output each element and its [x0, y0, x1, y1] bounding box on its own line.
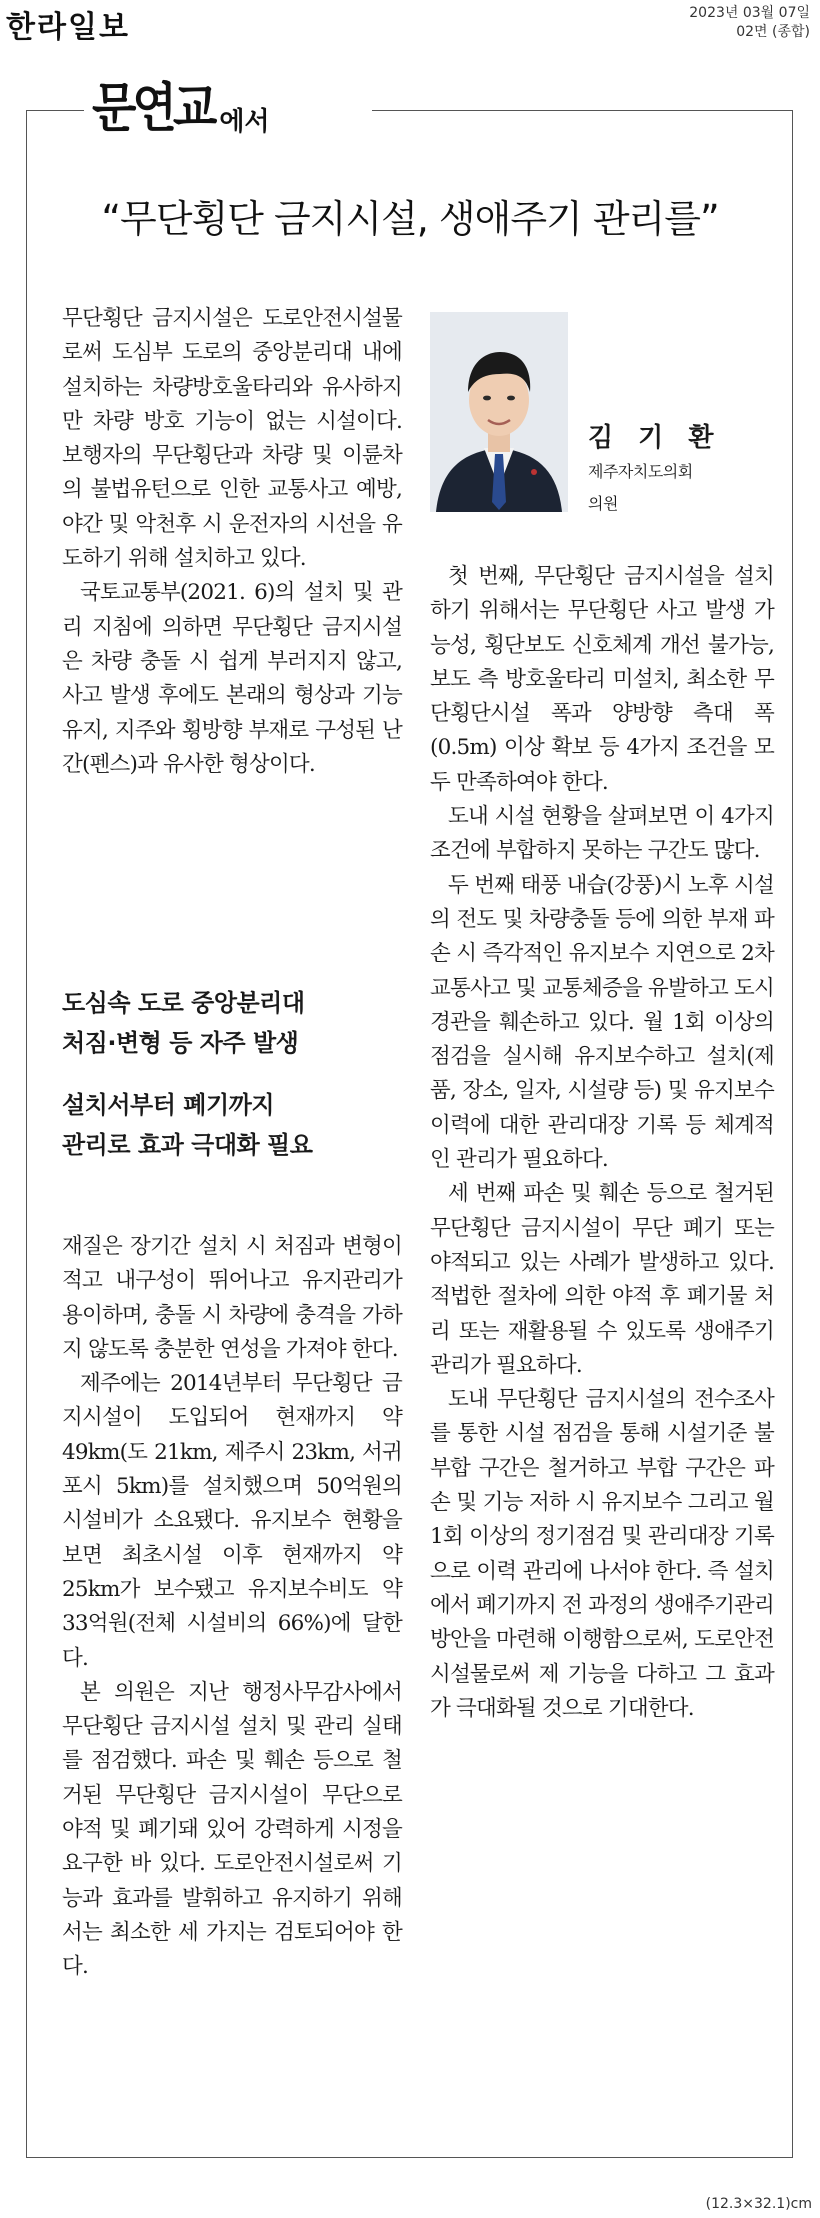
- author-byline: [588, 420, 721, 520]
- paragraph: 도내 무단횡단 금지시설의 전수조사를 통한 시설 점검을 통해 시설기준 불부합 구간은 철거하고 부합 구간은 파손 및 기능 저하 시 유지보수 그리고 월 1회 이상의 정기점검 및 관리대장 기록으로 이력 관리에 나서야 한다. 즉 설치에서 폐기까지 전 과정의 생애주기관리 방안을 마련해 이행함으로써, 도로안전시설물로써 제 기능을 다하고 그 효과가 극대화될 것으로 기대한다.: [430, 1387, 774, 1721]
- issue-page: 02면 (종합): [736, 24, 810, 40]
- paragraph: 제주에는 2014년부터 무단횡단 금지시설이 도입되어 현재까지 약 49km(도 21km, 제주시 23km, 서귀포시 5km)를 설치했으며 50억원의 시설비가 소요됐다. 유지보수 현황을 보면 최초시설 이후 현재까지 약 25km가 보수됐고 유지보수비도 약 33억원(전체 시설비의 66%)에 달한다.: [62, 1371, 402, 1671]
- body-right: [430, 560, 774, 1726]
- author-name: 김 기 환: [588, 423, 722, 453]
- issue-date: 2023년 03월 07일: [689, 5, 810, 21]
- subheading: 설치서부터 폐기까지: [62, 1091, 275, 1119]
- frame-top-left: [26, 110, 84, 111]
- issue-meta: [689, 4, 810, 42]
- author-portrait-image: [430, 312, 568, 512]
- paragraph: 첫 번째, 무단횡단 금지시설을 설치하기 위해서는 무단횡단 사고 발생 가능성, 횡단보도 신호체계 개선 불가능, 보도 측 방호울타리 미설치, 최소한 무단횡단시설 폭과 양방향 측대 폭(0.5m) 이상 확보 등 4가지 조건을 모두 만족하여야 한다.: [430, 564, 774, 795]
- paragraph: 무단횡단 금지시설은 도로안전시설물로써 도심부 도로의 중앙분리대 내에 설치하는 차량방호울타리와 유사하지만 차량 방호 기능이 없는 시설이다. 보행자의 무단횡단과 차량 및 이륜차의 불법유턴으로 인한 교통사고 예방, 야간 및 악천후 시 운전자의 시선을 유도하기 위해 설치하고 있다.: [62, 306, 402, 572]
- subheading: 처짐·변형 등 자주 발생: [62, 1029, 299, 1057]
- author-photo: [430, 312, 568, 512]
- paragraph: 본 의원은 지난 행정사무감사에서 무단횡단 금지시설 설치 및 관리 실태를 점검했다. 파손 및 훼손 등으로 철거된 무단횡단 금지시설이 무단으로 야적 및 폐기돼 있어 강력하게 시정을 요구한 바 있다. 도로안전시설로써 기능과 효과를 발휘하고 유지하기 위해서는 최소한 세 가지는 검토되어야 한다.: [62, 1679, 402, 1980]
- frame-top-right: [372, 110, 793, 111]
- body-left-bottom: [62, 1230, 402, 1985]
- author-title-line1: 제주자치도의회: [588, 462, 693, 481]
- column-logo: [92, 72, 270, 142]
- column-label-main: 문연교: [92, 76, 214, 139]
- article-headline: “무단횡단 금지시설, 생애주기 관리를”: [101, 197, 719, 241]
- body-left-top: [62, 302, 402, 782]
- subheading: 관리로 효과 극대화 필요: [62, 1131, 313, 1159]
- subheading: 도심속 도로 중앙분리대: [62, 989, 305, 1017]
- newspaper-masthead: 한라일보: [6, 10, 130, 45]
- paragraph: 재질은 장기간 설치 시 처짐과 변형이 적고 내구성이 뛰어나고 유지관리가 용이하며, 충돌 시 차량에 충격을 가하지 않도록 충분한 연성을 가져야 한다.: [62, 1234, 402, 1362]
- paragraph: 두 번째 태풍 내습(강풍)시 노후 시설의 전도 및 차량충돌 등에 의한 부재 파손 시 즉각적인 유지보수 지연으로 2차 교통사고 및 교통체증을 유발하고 도시 경관을 훼손하고 있다. 월 1회 이상의 점검을 실시해 유지보수하고 설치(제품, 장소, 일자, 시설량 등) 및 유지보수 이력에 대한 관리대장 기록 등 체계적인 관리가 필요하다.: [430, 872, 774, 1173]
- column-label-sub: 에서: [219, 107, 270, 137]
- subheadings: [62, 983, 402, 1165]
- paragraph: 도내 시설 현황을 살펴보면 이 4가지 조건에 부합하지 못하는 구간도 많다.: [430, 804, 774, 864]
- clipping-size: (12.3×32.1)cm: [705, 2196, 812, 2212]
- paragraph: 국토교통부(2021. 6)의 설치 및 관리 지침에 의하면 무단횡단 금지시설은 차량 충돌 시 쉽게 부러지지 않고, 사고 발생 후에도 본래의 형상과 기능 유지, 지주와 횡방향 부재로 구성된 난간(펜스)과 유사한 형상이다.: [62, 580, 402, 777]
- paragraph: 세 번째 파손 및 훼손 등으로 철거된 무단횡단 금지시설이 무단 폐기 또는 야적되고 있는 사례가 발생하고 있다. 적법한 절차에 의한 야적 후 폐기물 처리 또는 재활용될 수 있도록 생애주기관리가 필요하다.: [430, 1181, 774, 1378]
- author-title-line2: 의원: [588, 494, 618, 513]
